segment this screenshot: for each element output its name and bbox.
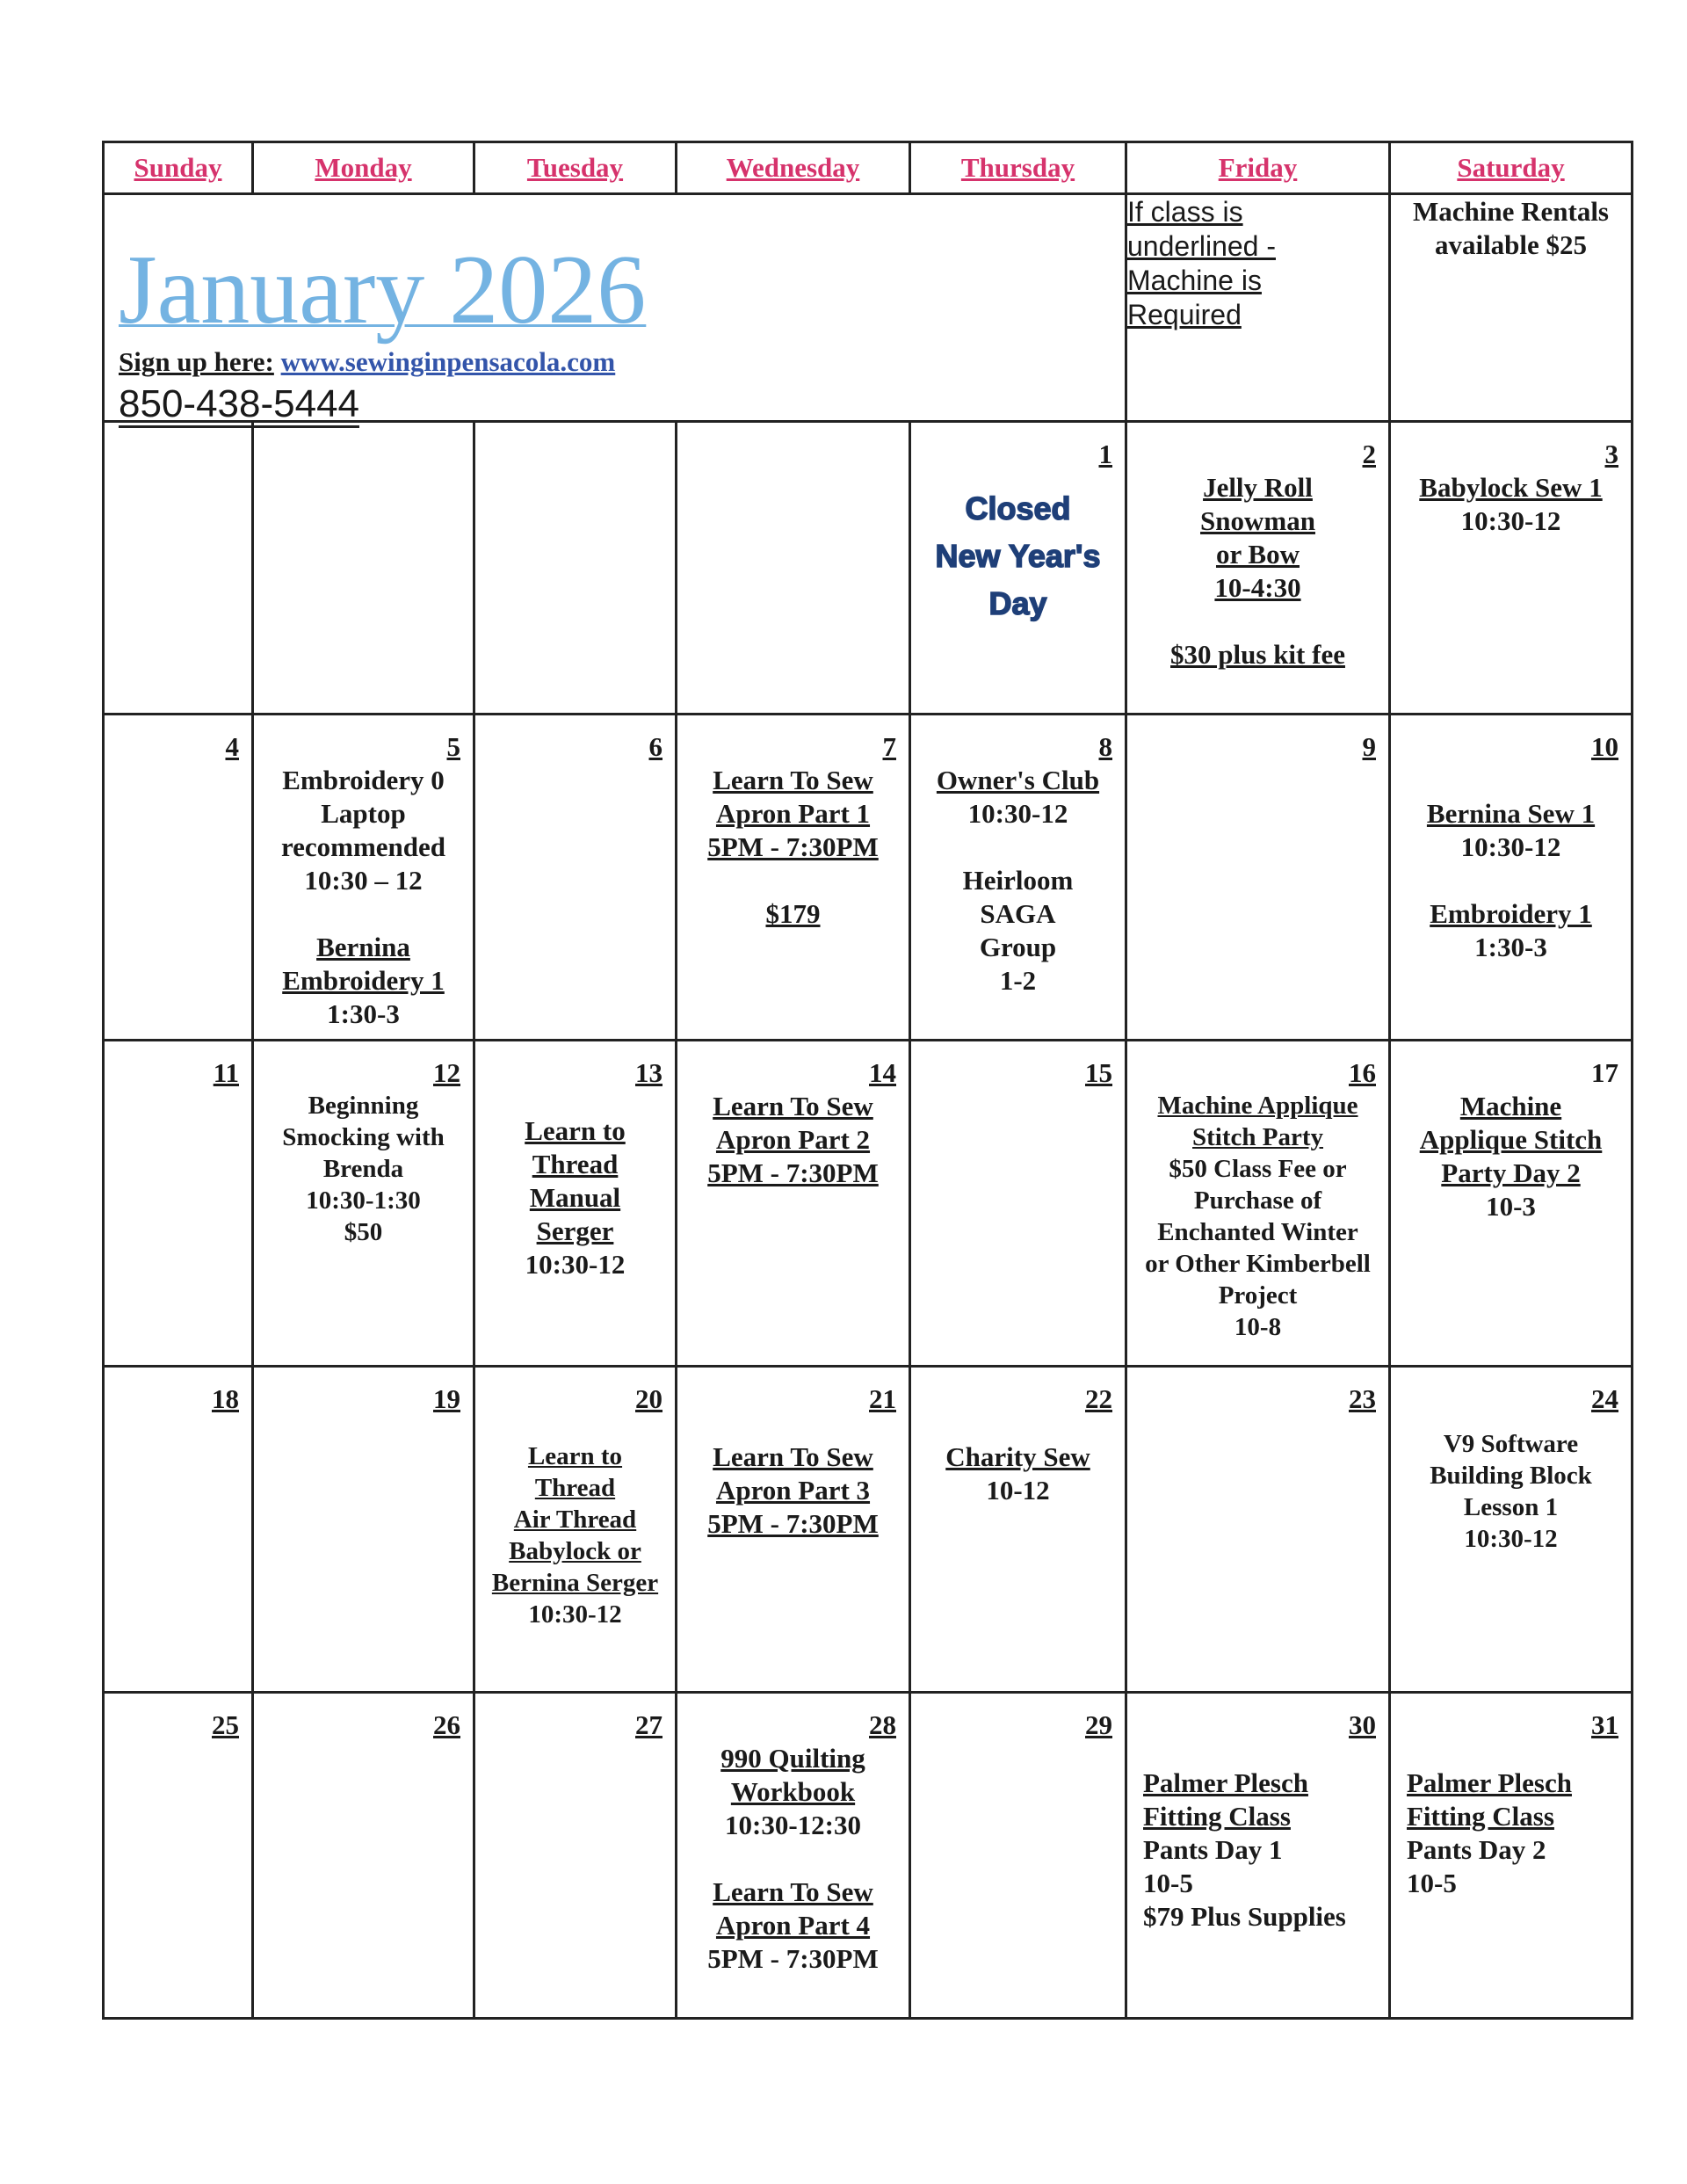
event [254,760,473,1031]
event-line: Learn To Sew [713,1441,873,1472]
event-line: Embroidery 1 [1430,898,1592,929]
title-block [104,194,1126,425]
event-line: 10:30-12 [1464,1525,1558,1553]
day-cell-30 [1126,1693,1390,2019]
event-line: 10:30-12 [525,1249,626,1280]
day-cell-empty [474,422,677,715]
event-line: Learn To Sew [713,1876,873,1907]
event-line: 10-5 [1407,1868,1457,1898]
event [1391,1412,1631,1555]
event-line: Applique Stitch [1419,1124,1603,1155]
event-line: Bernina [316,932,410,962]
event-line: Palmer Plesch [1407,1767,1572,1798]
event [1391,1086,1631,1223]
day-number: 20 [635,1383,662,1414]
event-line: $30 plus kit fee [1170,639,1345,670]
day-of-week-row [104,142,1633,194]
day-number: 15 [1085,1057,1112,1088]
day-cell-20 [474,1367,677,1693]
day-number: 5 [446,731,460,762]
dow-sunday: Sunday [104,142,253,194]
day-number: 25 [212,1709,239,1740]
event-line: Learn to [527,1442,623,1470]
dow-friday: Friday [1126,142,1390,194]
day-cell-16 [1126,1041,1390,1367]
day-number: 2 [1362,439,1376,469]
day-number: 21 [869,1383,896,1414]
rental-line: Machine Rentals [1412,196,1609,227]
day-cell-11 [104,1041,253,1367]
event [677,1738,909,1976]
signup-link[interactable]: www.sewinginpensacola.com [280,346,616,377]
day-number: 19 [433,1383,460,1414]
day-cell-7 [677,715,910,1041]
day-number: 6 [648,731,662,762]
week-row [104,1367,1633,1693]
event [677,760,909,931]
event-line: or Other Kimberbell [1145,1250,1371,1278]
day-cell-19 [253,1367,474,1693]
day-number: 31 [1591,1709,1618,1740]
event [1127,468,1388,671]
day-number: 17 [1591,1057,1618,1088]
event-line: Embroidery 0 [282,765,445,795]
week-row [104,1041,1633,1367]
event-line: Stitch Party [1192,1123,1323,1151]
dow-saturday: Saturday [1390,142,1633,194]
day-cell-29 [910,1693,1126,2019]
event-line: 5PM - 7:30PM [707,1157,879,1188]
event-line: Heirloom [962,865,1074,896]
event [1391,1738,1631,1900]
event-line: Snowman [1200,505,1315,536]
event-line: 10:30-1:30 [306,1186,421,1215]
day-number: 1 [1098,439,1112,469]
day-cell-24 [1390,1367,1633,1693]
dow-monday: Monday [253,142,474,194]
event-line: 10:30-12:30 [725,1810,861,1840]
calendar-table [102,141,1633,2020]
dow-wednesday: Wednesday [677,142,910,194]
day-cell-empty [677,422,910,715]
note-line: Required [1127,299,1242,330]
event-line: Beginning [308,1092,419,1120]
event-line: Serger [536,1215,614,1246]
event-line: Thread [534,1474,616,1502]
event-line: Palmer Plesch [1143,1767,1308,1798]
day-number: 3 [1604,439,1618,469]
machine-required-note [1126,194,1390,422]
day-cell-4 [104,715,253,1041]
signup-line [119,346,615,378]
event [1391,468,1631,538]
day-number: 18 [212,1383,239,1414]
event-line: 5PM - 7:30PM [707,831,879,862]
event-line: Manual [529,1182,621,1213]
event-line: Bernina Serger [491,1569,659,1597]
event-line: 10-4:30 [1214,572,1301,603]
event [677,1412,909,1541]
event-line: Enchanted Winter [1157,1218,1358,1246]
event-line: Thread [532,1149,619,1179]
event-line: New Year's [935,538,1101,574]
event-line: 10:30-12 [1460,505,1561,536]
event-line: Machine [1459,1091,1562,1121]
event-line: 10:30 – 12 [304,865,423,896]
event [1127,1738,1388,1934]
day-cell-25 [104,1693,253,2019]
event-line: Owner's Club [936,765,1100,795]
event-line: Day [988,585,1047,621]
event-line: Apron Part 3 [715,1475,871,1506]
event [911,760,1125,998]
day-number: 12 [433,1057,460,1088]
event-line: Closed [965,490,1071,526]
day-cell-9 [1126,715,1390,1041]
event-line: recommended [280,831,446,862]
day-number: 28 [869,1709,896,1740]
event-line: $50 [344,1218,383,1246]
day-number: 22 [1085,1383,1112,1414]
note-line: Machine is [1127,265,1262,296]
event-line: Smocking with [282,1123,445,1151]
event-line: Fitting Class [1407,1801,1554,1832]
event-line: 1-2 [999,965,1037,996]
event-line: 990 Quilting [720,1743,865,1774]
event-line: Pants Day 1 [1143,1834,1283,1865]
event-line: 10:30-12 [1460,831,1561,862]
event-line: $50 Class Fee or [1169,1155,1347,1183]
event-line: Embroidery 1 [282,965,445,996]
day-cell-12 [253,1041,474,1367]
day-cell-18 [104,1367,253,1693]
event-line: Fitting Class [1143,1801,1291,1832]
day-number: 24 [1591,1383,1618,1414]
event-line: Apron Part 2 [715,1124,871,1155]
day-number: 29 [1085,1709,1112,1740]
day-cell-13 [474,1041,677,1367]
header-row [104,194,1633,422]
day-number: 4 [225,731,239,762]
day-cell-27 [474,1693,677,2019]
day-number: 30 [1349,1709,1376,1740]
event [911,1412,1125,1507]
day-cell-8 [910,715,1126,1041]
event-line: 10-3 [1486,1191,1536,1222]
signup-label: Sign up here: [119,346,274,377]
event-line: Learn to [525,1115,626,1146]
day-number: 7 [882,731,896,762]
event-line: Laptop [321,798,406,829]
day-cell-empty [104,422,253,715]
day-cell-14 [677,1041,910,1367]
event [254,1086,473,1248]
day-number: 8 [1098,731,1112,762]
event-line: $79 Plus Supplies [1143,1901,1346,1932]
day-number: 23 [1349,1383,1376,1414]
day-cell-6 [474,715,677,1041]
event-line: Bernina Sew 1 [1426,798,1596,829]
day-number: 27 [635,1709,662,1740]
event-line: 10-8 [1234,1313,1282,1341]
rental-note [1390,194,1633,422]
event-line: Pants Day 2 [1407,1834,1546,1865]
event-line: V9 Software [1443,1430,1579,1458]
phone-number: 850-438-5444 [119,383,359,428]
event-line: or Bow [1215,539,1300,570]
event-line: $179 [765,898,821,929]
week-row [104,715,1633,1041]
event-line: Learn To Sew [713,1091,873,1121]
day-number: 14 [869,1057,896,1088]
day-cell-26 [253,1693,474,2019]
event-line: Group [979,932,1057,962]
day-cell-2 [1126,422,1390,715]
day-cell-5 [253,715,474,1041]
event-line: Machine Applique [1157,1092,1358,1120]
day-cell-23 [1126,1367,1390,1693]
day-cell-10 [1390,715,1633,1041]
closed-notice [911,468,1125,628]
day-cell-empty [253,422,474,715]
day-cell-3 [1390,422,1633,715]
event-line: Purchase of [1193,1186,1322,1215]
event-line: Building Block [1430,1462,1592,1490]
event-line: Apron Part 4 [715,1910,871,1941]
event-line: Workbook [730,1776,856,1807]
event-line: Babylock Sew 1 [1419,472,1603,503]
event-line: 5PM - 7:30PM [707,1508,879,1539]
event-line: 1:30-3 [327,998,400,1029]
rental-line: available $25 [1434,229,1588,260]
event-line: 10:30-12 [528,1600,622,1629]
day-number: 11 [213,1057,239,1088]
day-cell-15 [910,1041,1126,1367]
day-cell-1 [910,422,1126,715]
day-cell-22 [910,1367,1126,1693]
note-line: underlined - [1127,230,1276,262]
event [1127,1086,1388,1343]
event-line: Air Thread [513,1506,637,1534]
event-line: Jelly Roll [1203,472,1313,503]
event-line: 5PM - 7:30PM [707,1943,879,1974]
note-line: If class is [1127,196,1243,228]
event [475,1086,675,1281]
day-cell-31 [1390,1693,1633,2019]
event-line: Apron Part 1 [715,798,871,829]
event-line: Project [1218,1281,1298,1310]
day-number: 13 [635,1057,662,1088]
week-row [104,422,1633,715]
day-number: 26 [433,1709,460,1740]
day-cell-28 [677,1693,910,2019]
dow-tuesday: Tuesday [474,142,677,194]
page-title: January 2026 [119,236,647,345]
event-line: Party Day 2 [1441,1157,1581,1188]
event-line: SAGA [980,898,1056,929]
event-line: 10-5 [1143,1868,1193,1898]
day-number: 9 [1362,731,1376,762]
day-cell-21 [677,1367,910,1693]
event-line: Lesson 1 [1463,1493,1559,1521]
day-number: 10 [1591,731,1618,762]
event-line: 10-12 [986,1475,1050,1506]
dow-thursday: Thursday [910,142,1126,194]
week-row [104,1693,1633,2019]
day-cell-17 [1390,1041,1633,1367]
event-line: Learn To Sew [713,765,873,795]
day-number: 16 [1349,1057,1376,1088]
event-line: 10:30-12 [967,798,1068,829]
event [1391,760,1631,964]
event-line: Brenda [322,1155,404,1183]
event-line: Babylock or [509,1537,641,1565]
event [677,1086,909,1190]
event-line: Charity Sew [945,1441,1090,1472]
event-line: 1:30-3 [1474,932,1547,962]
event [475,1412,675,1630]
